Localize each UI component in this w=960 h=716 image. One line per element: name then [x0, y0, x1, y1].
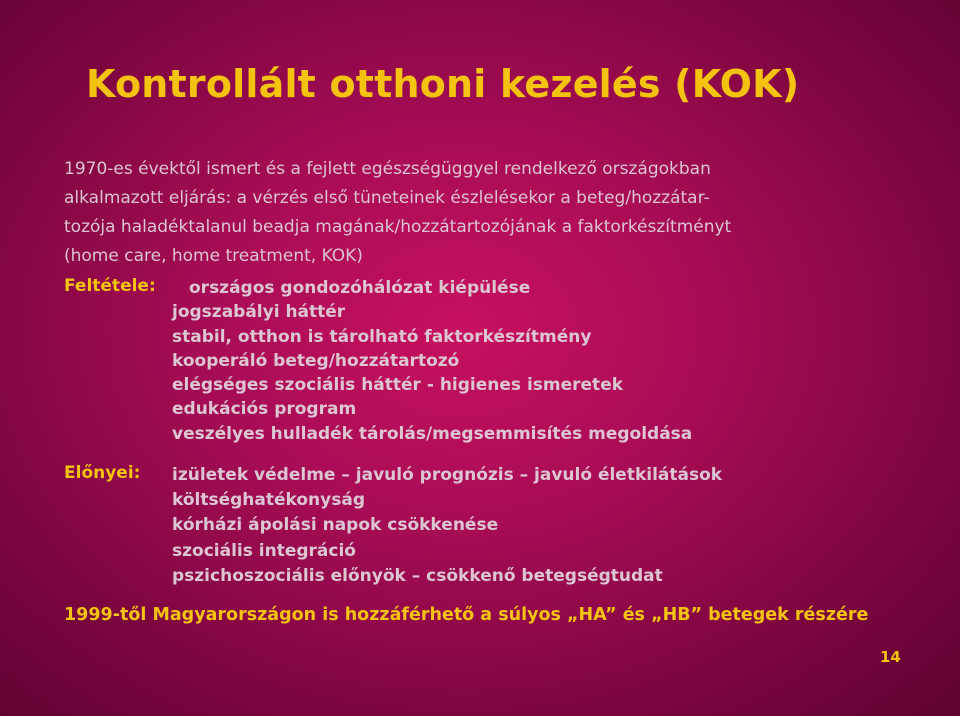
- benefits-list: [172, 463, 722, 589]
- condition-item: edukációs program: [172, 399, 357, 420]
- intro-line: tozója haladéktalanul beadja magának/hozzátartozójának a faktorkészítményt: [64, 217, 732, 237]
- condition-item: elégséges szociális háttér - higienes ismeretek: [172, 375, 624, 396]
- condition-item: jogszabályi háttér: [172, 302, 346, 323]
- conditions-list: [172, 276, 692, 446]
- condition-item: országos gondozóhálózat kiépülése: [189, 278, 531, 298]
- availability-note: 1999-től Magyarországon is hozzáférhető a súlyos „HA” és „HB” betegek részére: [64, 605, 869, 625]
- benefit-item: izületek védelme – javuló prognózis – javuló életkilátások: [172, 465, 723, 485]
- condition-item: stabil, otthon is tárolható faktorkészítmény: [172, 326, 592, 347]
- conditions-label: Feltétele:: [64, 276, 156, 296]
- slide-title: Kontrollált otthoni kezelés (KOK): [86, 62, 800, 106]
- condition-item: veszélyes hulladék tárolás/megsemmisítés megoldása: [172, 423, 693, 444]
- condition-item: kooperáló beteg/hozzátartozó: [172, 350, 460, 371]
- intro-paragraph: [64, 155, 924, 271]
- benefit-item: szociális integráció: [172, 540, 356, 561]
- intro-line: 1970-es évektől ismert és a fejlett egészségüggyel rendelkező országokban: [64, 159, 711, 179]
- intro-line: alkalmazott eljárás: a vérzés első tüneteinek észlelésekor a beteg/hozzátar-: [64, 188, 710, 208]
- benefit-item: pszichoszociális előnyök – csökkenő betegségtudat: [172, 565, 663, 586]
- intro-line: (home care, home treatment, KOK): [64, 246, 363, 266]
- page-number: 14: [880, 648, 901, 666]
- benefit-item: költséghatékonyság: [172, 490, 366, 511]
- benefit-item: kórházi ápolási napok csökkenése: [172, 515, 499, 536]
- benefits-label: Előnyei:: [64, 463, 141, 483]
